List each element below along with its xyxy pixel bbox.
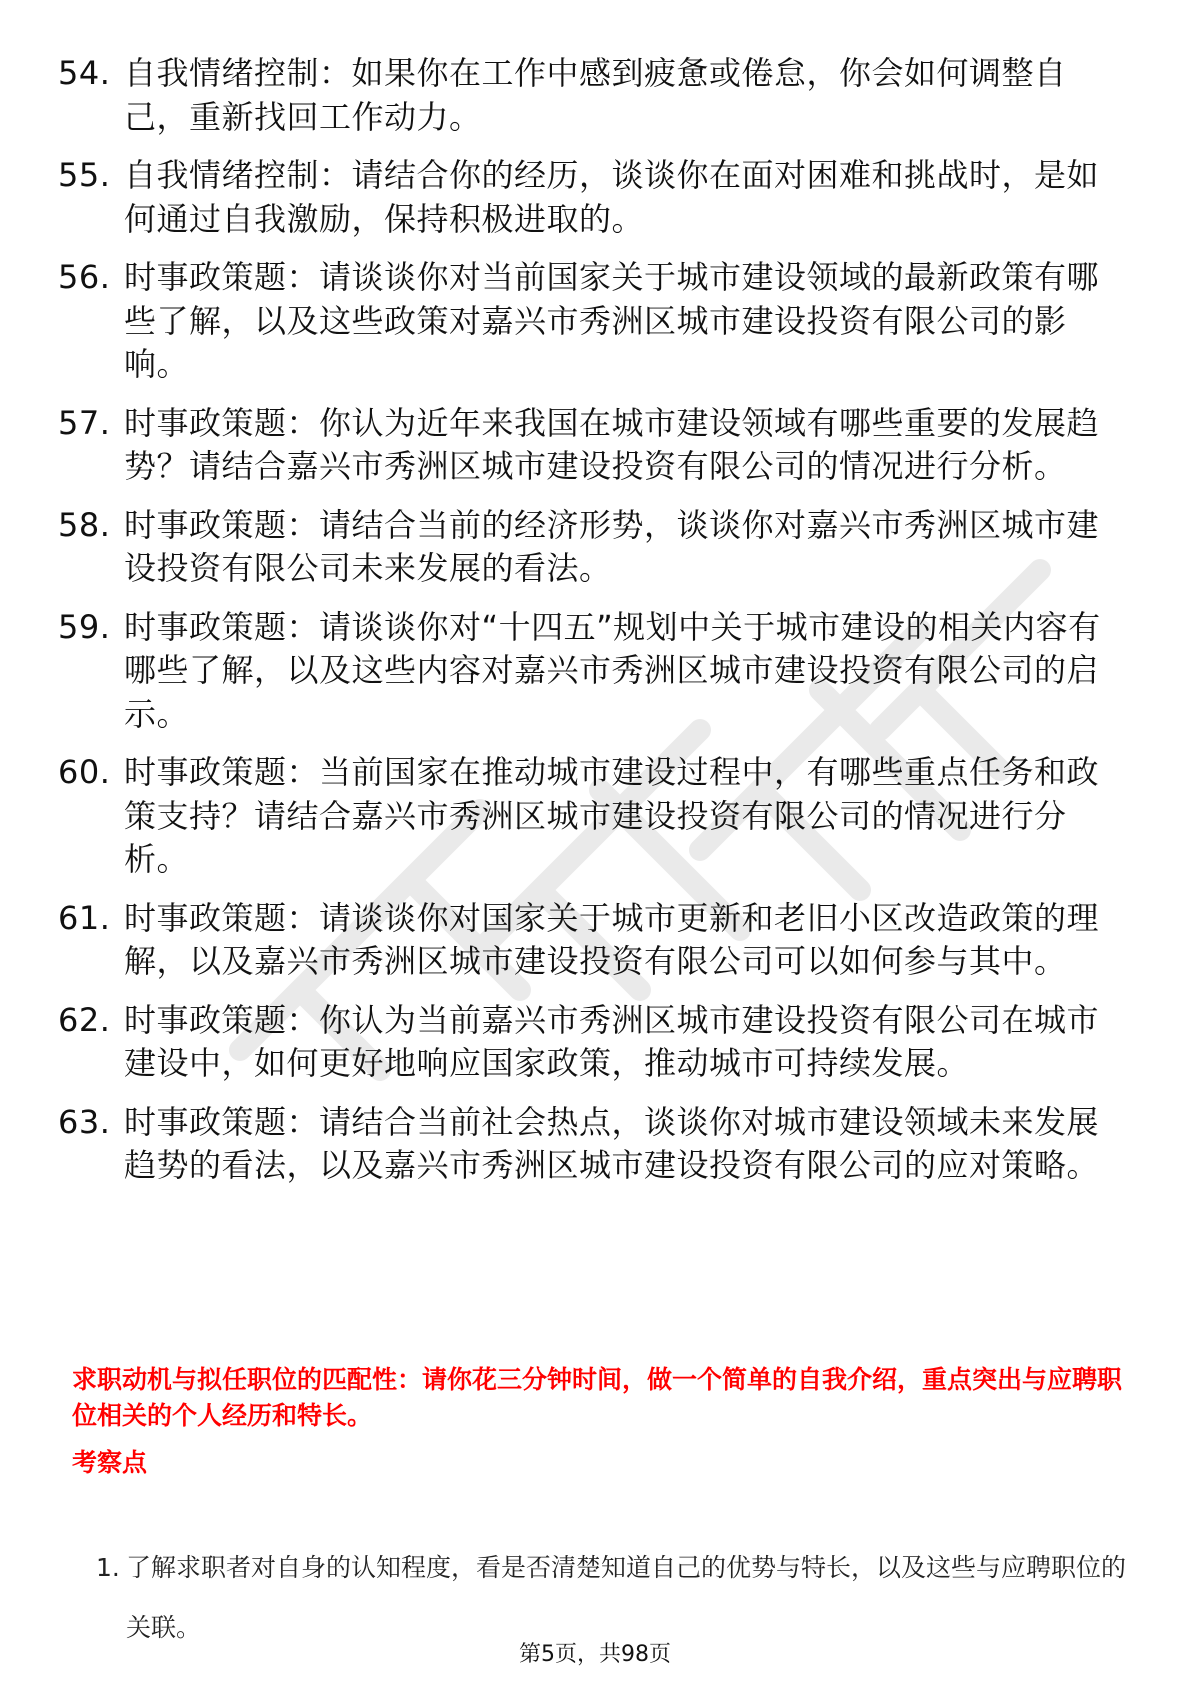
question-text: 时事政策题：当前国家在推动城市建设过程中，有哪些重点任务和政策支持？请结合嘉兴市秀洲区城市建设投资有限公司的情况进行分析。 [124,753,1100,878]
point-number: 1. [96,1553,120,1582]
question-number: 63. [58,1102,111,1141]
question-text: 时事政策题：请谈谈你对“十四五”规划中关于城市建设的相关内容有哪些了解，以及这些内容对嘉兴市秀洲区城市建设投资有限公司的启示。 [124,607,1101,733]
question-number: 58. [58,505,111,544]
question-text: 时事政策题：你认为当前嘉兴市秀洲区城市建设投资有限公司在城市建设中，如何更好地响应国家政策，推动城市可持续发展。 [124,1000,1100,1082]
list-item [58,402,1118,489]
question-number: 62. [58,1000,111,1039]
question-number: 54. [58,54,111,92]
list-item [58,256,1118,387]
list-item [58,154,1118,241]
question-number: 60. [58,753,111,791]
question-list [58,52,1118,1203]
question-number: 57. [58,403,111,442]
question-number: 56. [58,258,111,296]
question-text: 时事政策题：请结合当前的经济形势，谈谈你对嘉兴市秀洲区城市建设投资有限公司未来发展的看法。 [124,505,1100,587]
list-item [58,897,1118,984]
question-text: 自我情绪控制：请结合你的经历，谈谈你在面对困难和挑战时，是如何通过自我激励，保持积极进取的。 [124,156,1100,238]
point-text: 了解求职者对自身的认知程度，看是否清楚知道自己的优势与特长，以及这些与应聘职位的关联。 [126,1553,1127,1642]
question-text: 时事政策题：请结合当前社会热点，谈谈你对城市建设领域未来发展趋势的看法，以及嘉兴市秀洲区城市建设投资有限公司的应对策略。 [124,1102,1100,1184]
question-number: 59. [58,607,111,646]
question-text: 时事政策题：请谈谈你对国家关于城市更新和老旧小区改造政策的理解，以及嘉兴市秀洲区城市建设投资有限公司可以如何参与其中。 [124,898,1100,980]
question-number: 61. [58,898,111,937]
list-item [58,751,1118,882]
list-item [58,504,1118,591]
page-footer: 第5页，共98页 [519,1642,671,1667]
question-text: 时事政策题：你认为近年来我国在城市建设领域有哪些重要的发展趋势？请结合嘉兴市秀洲区城市建设投资有限公司的情况进行分析。 [124,403,1100,485]
list-item [58,999,1118,1086]
list-item [58,1101,1118,1188]
list-item [58,52,1118,139]
question-text: 时事政策题：请谈谈你对当前国家关于城市建设领域的最新政策有哪些了解，以及这些政策对嘉兴市秀洲区城市建设投资有限公司的影响。 [124,258,1100,383]
list-item [58,606,1118,737]
section-heading: 求职动机与拟任职位的匹配性：请你花三分钟时间，做一个简单的自我介绍，重点突出与应聘职位相关的个人经历和特长。 [72,1365,1123,1430]
question-text: 自我情绪控制：如果你在工作中感到疲惫或倦怠，你会如何调整自己，重新找回工作动力。 [124,54,1067,136]
check-points-heading: 考察点 [72,1448,148,1477]
question-number: 55. [58,156,111,194]
